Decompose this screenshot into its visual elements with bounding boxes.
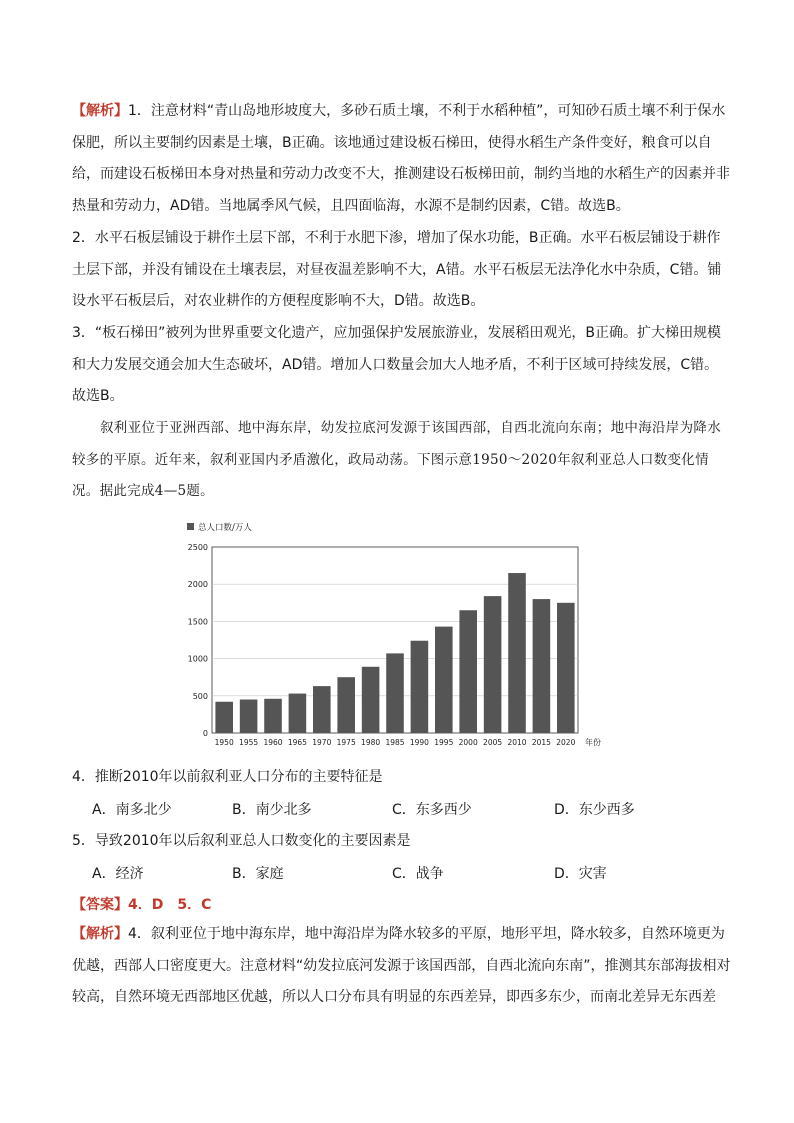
x-tick-label-1980: 1980	[361, 738, 381, 747]
y-tick-label-2000: 2000	[187, 580, 208, 590]
x-tick-label-1965: 1965	[287, 738, 307, 747]
population-bar-chart	[180, 515, 610, 755]
bar-2010	[508, 573, 526, 733]
bar-1950	[215, 702, 233, 733]
analysis-tag-2: 【解析】	[72, 926, 128, 942]
q4-option-a: A．南多北少	[92, 802, 172, 818]
answer-explanation-1	[72, 96, 732, 222]
answer-key	[72, 893, 211, 917]
x-tick-label-2015: 2015	[531, 738, 551, 747]
answer-values: 4．D 5．C	[128, 897, 212, 913]
x-tick-label-1960: 1960	[263, 738, 283, 747]
x-tick-label-1950: 1950	[214, 738, 234, 747]
x-tick-label-1995: 1995	[434, 738, 454, 747]
question-stem: 叙利亚位于亚洲西部、地中海东岸，幼发拉底河发源于该国西部，自西北流向东南；地中海沿岸为降水较多的平原。近年来，叙利亚国内矛盾激化，政局动荡。下图示意1950～2020年叙利亚总人口数变化情况。据此完成4—5题。	[72, 420, 721, 499]
explanation-4-text: 4．叙利亚位于地中海东岸，地中海沿岸为降水较多的平原，地形平坦，降水较多，自然环境更为优越，西部人口密度更大。注意材料“幼发拉底河发源于该国西部，自西北流向东南”，推测其东部海拔相对较高，自然环境无西部地区优越，所以人口分布具有明显的东西差异，即西多东少，而南北差异无东西差	[72, 926, 731, 1005]
bar-2000	[459, 610, 477, 733]
legend-swatch	[187, 523, 194, 530]
bar-1980	[362, 667, 380, 733]
question-5-options	[92, 862, 732, 886]
answer-explanation-4	[72, 919, 736, 1014]
y-tick-label-2500: 2500	[187, 543, 208, 552]
bar-1960	[264, 699, 282, 733]
analysis-tag: 【解析】	[72, 103, 128, 119]
q4-option-c: C．东多西少	[392, 802, 472, 818]
x-tick-label-2000: 2000	[458, 738, 478, 747]
x-tick-label-1985: 1985	[385, 738, 405, 747]
answer-tag: 【答案】	[72, 897, 128, 913]
q4-option-b: B．南少北多	[232, 802, 312, 818]
explanation-1-text: 1．注意材料“青山岛地形坡度大，多砂石质土壤，不利于水稻种植”，可知砂石质土壤不利于保水保肥，所以主要制约因素是土壤，B正确。该地通过建设板石梯田，使得水稻生产条件变好，粮食可以自给，而建设石板梯田本身对热量和劳动力改变不大，推测建设石板梯田前，制约当地的水稻生产的因素并非热量和劳动力，AD错。当地属季风气候，且四面临海，水源不是制约因素，C错。故选B。	[72, 103, 730, 214]
bar-1955	[240, 700, 258, 733]
bar-1970	[313, 686, 331, 733]
x-tick-label-1990: 1990	[409, 738, 429, 747]
y-tick-label-0: 0	[202, 729, 208, 738]
x-tick-label-2005: 2005	[483, 738, 503, 747]
answer-explanation-2: 2．水平石板层铺设于耕作土层下部，不利于水肥下渗，增加了保水功能，B正确。水平石板层铺设于耕作土层下部，并没有铺设在土壤表层，对昼夜温差影响不大，A错。水平石板层无法净化水中杂质，C错。铺设水平石板层后，对农业耕作的方便程度影响不大，D错。故选B。	[72, 230, 722, 309]
q5-option-c: C．战争	[392, 866, 444, 882]
bar-1990	[411, 641, 429, 733]
answer-explanation-3: 3．“板石梯田”被列为世界重要文化遗产，应加强保护发展旅游业，发展稻田观光，B正确。扩大梯田规模和大力发展交通会加大生态破坏，AD错。增加人口数量会加大人地矛盾，不利于区域可持续发展，C错。故选B。	[72, 325, 722, 404]
bar-1975	[337, 677, 355, 733]
x-axis-label: 年份	[585, 738, 601, 747]
x-tick-label-1975: 1975	[336, 738, 356, 747]
legend-label: 总人口数/万人	[198, 523, 252, 533]
bar-1995	[435, 627, 453, 733]
bar-1985	[386, 653, 404, 733]
bar-2015	[533, 599, 551, 733]
q5-option-d: D．灾害	[554, 866, 607, 882]
bar-1965	[289, 694, 307, 733]
x-tick-label-1970: 1970	[312, 738, 332, 747]
bar-2005	[484, 596, 502, 733]
x-tick-label-1955: 1955	[239, 738, 259, 747]
q5-option-b: B．家庭	[232, 866, 284, 882]
population-chart	[180, 515, 610, 755]
y-tick-label-500: 500	[192, 691, 208, 701]
question-4: 4．推断2010年以前叙利亚人口分布的主要特征是	[72, 769, 383, 785]
x-tick-label-2020: 2020	[556, 738, 576, 747]
y-tick-label-1000: 1000	[187, 654, 208, 664]
question-4-options	[92, 798, 732, 822]
question-5: 5．导致2010年以后叙利亚总人口数变化的主要因素是	[72, 833, 411, 849]
q5-option-a: A．经济	[92, 866, 144, 882]
bar-2020	[557, 603, 575, 733]
q4-option-d: D．东少西多	[554, 802, 635, 818]
x-tick-label-2010: 2010	[507, 738, 527, 747]
y-tick-label-1500: 1500	[187, 617, 208, 627]
